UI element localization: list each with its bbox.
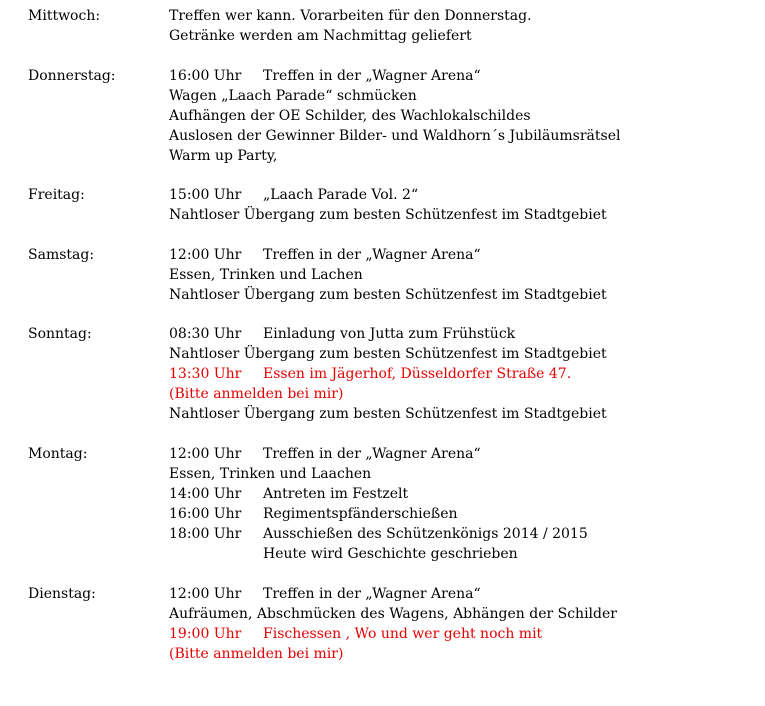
entry-text: Nahtloser Übergang zum besten Schützenfest im Stadtgebiet bbox=[169, 207, 607, 223]
entry-line bbox=[169, 344, 759, 364]
entry-line bbox=[169, 265, 759, 285]
entry-line bbox=[169, 106, 759, 126]
day-label: Montag: bbox=[28, 446, 88, 462]
entry-text: Antreten im Festzelt bbox=[263, 486, 409, 502]
entry-text: Treffen in der „Wagner Arena“ bbox=[263, 247, 481, 263]
entry-time: 14:00 Uhr bbox=[169, 486, 242, 502]
entry-line bbox=[169, 66, 759, 86]
entry-text: Aufräumen, Abschmücken des Wagens, Abhängen der Schilder bbox=[169, 606, 617, 622]
day-entries bbox=[169, 66, 759, 166]
entry-line bbox=[169, 604, 759, 624]
day-entries bbox=[169, 6, 759, 46]
entry-line bbox=[169, 584, 759, 604]
entry-text: Ausschießen des Schützenkönigs 2014 / 2015 bbox=[263, 526, 588, 542]
entry-time: 19:00 Uhr bbox=[169, 626, 242, 642]
entry-text: Treffen in der „Wagner Arena“ bbox=[263, 68, 481, 84]
entry-line bbox=[169, 464, 759, 484]
entry-line bbox=[169, 146, 759, 166]
entry-line bbox=[169, 484, 759, 504]
day-entries bbox=[169, 324, 759, 424]
day-entries bbox=[169, 584, 759, 664]
day-entries bbox=[169, 185, 759, 225]
entry-line bbox=[169, 26, 759, 46]
entry-text: Essen, Trinken und Lachen bbox=[169, 267, 363, 283]
day-label: Sonntag: bbox=[28, 326, 92, 342]
entry-time: 15:00 Uhr bbox=[169, 187, 242, 203]
entry-text: (Bitte anmelden bei mir) bbox=[169, 646, 344, 662]
entry-line-highlight bbox=[169, 624, 759, 644]
entry-line-highlight bbox=[169, 644, 759, 664]
entry-line bbox=[169, 324, 759, 344]
entry-text: Warm up Party, bbox=[169, 148, 278, 164]
day-label: Donnerstag: bbox=[28, 68, 116, 84]
entry-line bbox=[169, 205, 759, 225]
entry-line bbox=[169, 524, 759, 544]
entry-time: 18:00 Uhr bbox=[169, 526, 242, 542]
entry-text: „Laach Parade Vol. 2“ bbox=[263, 187, 419, 203]
entry-line bbox=[169, 126, 759, 146]
entry-text: Nahtloser Übergang zum besten Schützenfest im Stadtgebiet bbox=[169, 287, 607, 303]
entry-line-highlight bbox=[169, 364, 759, 384]
entry-time: 12:00 Uhr bbox=[169, 446, 242, 462]
entry-time: 12:00 Uhr bbox=[169, 586, 242, 602]
entry-time: 13:30 Uhr bbox=[169, 366, 242, 382]
day-label: Samstag: bbox=[28, 247, 95, 263]
entry-line bbox=[169, 444, 759, 464]
entry-text: Treffen in der „Wagner Arena“ bbox=[263, 446, 481, 462]
entry-text: Nahtloser Übergang zum besten Schützenfest im Stadtgebiet bbox=[169, 346, 607, 362]
day-entries bbox=[169, 444, 759, 564]
entry-text: Essen, Trinken und Laachen bbox=[169, 466, 372, 482]
entry-text: (Bitte anmelden bei mir) bbox=[169, 386, 344, 402]
day-label: Dienstag: bbox=[28, 586, 96, 602]
entry-line bbox=[169, 504, 759, 524]
entry-text: Einladung von Jutta zum Frühstück bbox=[263, 326, 516, 342]
entry-line bbox=[169, 245, 759, 265]
entry-text: Wagen „Laach Parade“ schmücken bbox=[169, 88, 417, 104]
entry-text: Fischessen , Wo und wer geht noch mit bbox=[263, 626, 543, 642]
day-label: Freitag: bbox=[28, 187, 85, 203]
entry-line bbox=[169, 6, 759, 26]
entry-time: 16:00 Uhr bbox=[169, 506, 242, 522]
entry-line bbox=[169, 185, 759, 205]
entry-line bbox=[169, 404, 759, 424]
entry-text: Regimentspfänderschießen bbox=[263, 506, 458, 522]
entry-text: Aufhängen der OE Schilder, des Wachlokalschildes bbox=[169, 108, 531, 124]
entry-text: Treffen wer kann. Vorarbeiten für den Donnerstag. bbox=[169, 8, 532, 24]
entry-text: Getränke werden am Nachmittag geliefert bbox=[169, 28, 472, 44]
entry-line-highlight bbox=[169, 384, 759, 404]
entry-text: Essen im Jägerhof, Düsseldorfer Straße 47. bbox=[263, 366, 572, 382]
entry-time: 16:00 Uhr bbox=[169, 68, 242, 84]
entry-text: Treffen in der „Wagner Arena“ bbox=[263, 586, 481, 602]
entry-line bbox=[169, 285, 759, 305]
entry-text: Nahtloser Übergang zum besten Schützenfest im Stadtgebiet bbox=[169, 406, 607, 422]
entry-line bbox=[169, 544, 759, 564]
entry-text: Heute wird Geschichte geschrieben bbox=[263, 546, 518, 562]
entry-line bbox=[169, 86, 759, 106]
entry-time: 12:00 Uhr bbox=[169, 247, 242, 263]
day-label: Mittwoch: bbox=[28, 8, 101, 24]
entry-time: 08:30 Uhr bbox=[169, 326, 242, 342]
day-entries bbox=[169, 245, 759, 305]
entry-text: Auslosen der Gewinner Bilder- und Waldhorn´s Jubiläumsrätsel bbox=[169, 128, 621, 144]
